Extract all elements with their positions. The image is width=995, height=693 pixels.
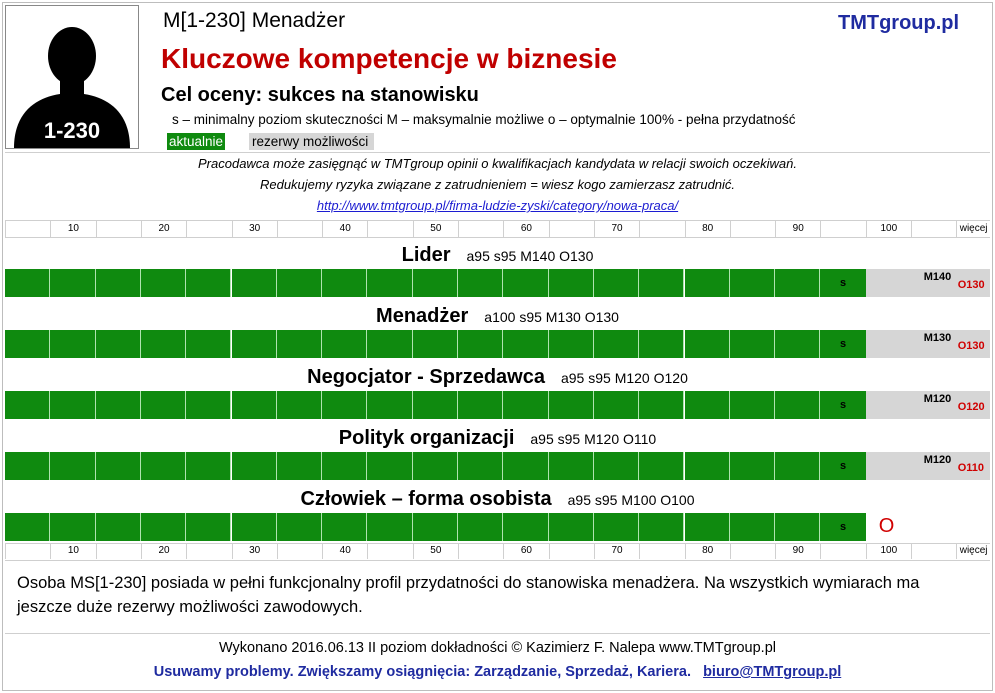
bar-segment — [367, 452, 412, 480]
bar-segment — [5, 330, 50, 358]
footer-credits: Wykonano 2016.06.13 II poziom dokładności © Kazimierz F. Nalepa www.TMTgroup.pl — [219, 640, 776, 656]
bar-segment — [503, 269, 548, 297]
min-level-marker: s — [820, 452, 865, 480]
optimal-label: O130 — [957, 340, 985, 352]
scale-top — [5, 221, 990, 237]
bar-segment — [503, 391, 548, 419]
category-title — [0, 302, 995, 330]
competency-bar — [5, 452, 990, 480]
optimal-label: O120 — [957, 401, 985, 413]
bar-segment — [685, 452, 730, 480]
bar-segment — [458, 269, 503, 297]
bar-segment — [232, 391, 277, 419]
bar-segment — [50, 452, 95, 480]
scale-tick-50: 50 — [413, 543, 458, 559]
max-label: M140 — [923, 271, 952, 283]
bar-segment — [458, 452, 503, 480]
bar-segment — [730, 452, 775, 480]
bar-segment — [5, 513, 50, 541]
bar-segment — [549, 391, 594, 419]
scale-cell — [96, 543, 141, 559]
bar-segment — [503, 513, 548, 541]
scale-more-label: więcej — [956, 543, 990, 559]
category-title — [0, 241, 995, 269]
bar-segment — [639, 513, 684, 541]
info-line-2: Redukujemy ryzyka związane z zatrudnieniem = wiesz kogo zamierzasz zatrudnić. — [259, 177, 736, 192]
bar-segment — [775, 269, 820, 297]
bar-segment — [277, 330, 322, 358]
bar-segment — [277, 391, 322, 419]
brand-name[interactable]: TMTgroup.pl — [838, 12, 960, 34]
divider — [5, 633, 990, 634]
scale-cell — [5, 221, 50, 237]
bar-segment — [141, 513, 186, 541]
scale-cell — [458, 543, 503, 559]
legend-current-tag: aktualnie — [169, 134, 224, 149]
bar-segment — [96, 452, 141, 480]
bar-segment — [730, 391, 775, 419]
footer-tagline-text: Usuwamy problemy. Zwiększamy osiągnięcia: Zarządzanie, Sprzedaż, Kariera. — [153, 664, 691, 680]
bar-segment — [367, 391, 412, 419]
min-level-marker: s — [820, 330, 865, 358]
bar-segment — [775, 452, 820, 480]
scale-cell — [639, 543, 684, 559]
bar-segment — [458, 391, 503, 419]
bar-segment — [141, 452, 186, 480]
min-level-marker: s — [820, 513, 865, 541]
scale-more-label: więcej — [956, 221, 990, 237]
category-values: a100 s95 M130 O130 — [484, 309, 619, 325]
avatar — [5, 5, 139, 149]
bar-segment — [322, 452, 367, 480]
divider — [5, 152, 990, 153]
bar-segment — [503, 452, 548, 480]
bar-segment — [5, 269, 50, 297]
category-name: Menadżer — [376, 305, 469, 327]
scale-bottom — [5, 543, 990, 559]
info-link-wrap — [40, 198, 955, 213]
bar-segment — [186, 452, 231, 480]
scale-cell — [458, 221, 503, 237]
scale-tick-40: 40 — [322, 543, 367, 559]
competency-bar — [5, 269, 990, 297]
legend-reserve-tag: rezerwy możliwości — [249, 133, 374, 150]
scale-tick-100: 100 — [866, 543, 911, 559]
optimal-marker: O — [878, 515, 895, 537]
bar-segment — [639, 452, 684, 480]
category-name: Człowiek – forma osobista — [300, 488, 552, 510]
bar-segment — [458, 330, 503, 358]
footer-email-link[interactable]: biuro@TMTgroup.pl — [703, 664, 842, 680]
summary-text: Osoba MS[1-230] posiada w pełni funkcjonalny profil przydatności do stanowiska menadżera. Na wszystkich wymiarach ma jeszcze duże rezerwy możliwości zawodowych. — [17, 574, 920, 616]
bar-segment — [413, 391, 458, 419]
scale-cell — [277, 221, 322, 237]
bar-segment — [50, 330, 95, 358]
max-label: M130 — [923, 332, 952, 344]
bar-segment — [549, 269, 594, 297]
bar-segment — [322, 391, 367, 419]
bar-segment — [730, 269, 775, 297]
scale-cell — [820, 543, 865, 559]
bar-segment — [277, 513, 322, 541]
legend-text: s – minimalny poziom skuteczności M – maksymalnie możliwe o – optymalnie 100% - pełna przydatność — [172, 112, 796, 127]
bar-segment — [594, 513, 639, 541]
scale-tick-40: 40 — [322, 221, 367, 237]
bar-segment — [277, 452, 322, 480]
bar-segment — [685, 330, 730, 358]
info-line-1: Pracodawca może zasięgnąć w TMTgroup opinii o kwalifikacjach kandydata w relacji swoich oczekiwań. — [198, 156, 797, 171]
bar-segment — [186, 269, 231, 297]
competency-bar — [5, 391, 990, 419]
category-title — [0, 363, 995, 391]
bar-segment — [50, 391, 95, 419]
bar-segment — [50, 513, 95, 541]
bar-segment — [141, 330, 186, 358]
max-label: M120 — [923, 393, 952, 405]
category-title — [0, 424, 995, 452]
profile-code: M[1-230] Menadżer — [163, 9, 346, 32]
category-values: a95 s95 M140 O130 — [466, 248, 594, 264]
scale-cell — [186, 221, 231, 237]
scale-tick-100: 100 — [866, 221, 911, 237]
bar-segment — [730, 513, 775, 541]
scale-cell — [730, 543, 775, 559]
scale-cell — [549, 543, 594, 559]
bar-segment — [232, 452, 277, 480]
bar-segment — [96, 269, 141, 297]
category-name: Negocjator - Sprzedawca — [307, 366, 545, 388]
bar-segment — [413, 269, 458, 297]
scale-cell — [911, 543, 956, 559]
bar-segment — [413, 452, 458, 480]
scale-cell — [96, 221, 141, 237]
bar-segment — [549, 513, 594, 541]
optimal-label: O130 — [957, 279, 985, 291]
competency-bar — [5, 513, 990, 541]
min-level-marker: s — [820, 391, 865, 419]
bar-segment — [50, 269, 95, 297]
scale-tick-60: 60 — [503, 543, 548, 559]
bar-segment — [639, 330, 684, 358]
avatar-label: 1-230 — [43, 118, 101, 143]
bar-segment — [639, 391, 684, 419]
bar-segment — [594, 269, 639, 297]
scale-cell — [367, 221, 412, 237]
scale-tick-60: 60 — [503, 221, 548, 237]
bar-segment — [141, 269, 186, 297]
scale-tick-20: 20 — [141, 221, 186, 237]
bar-segment — [685, 269, 730, 297]
category-name: Lider — [401, 244, 451, 266]
scale-tick-90: 90 — [775, 221, 820, 237]
bar-segment — [685, 391, 730, 419]
scale-cell — [549, 221, 594, 237]
divider — [5, 237, 990, 238]
bar-segment — [775, 330, 820, 358]
bar-segment — [367, 269, 412, 297]
scale-tick-70: 70 — [594, 221, 639, 237]
scale-cell — [730, 221, 775, 237]
bar-segment — [96, 513, 141, 541]
bar-segment — [232, 269, 277, 297]
scale-tick-90: 90 — [775, 543, 820, 559]
bar-segment — [413, 330, 458, 358]
min-level-marker: s — [820, 269, 865, 297]
scale-tick-80: 80 — [685, 543, 730, 559]
optimal-label: O110 — [957, 462, 984, 474]
category-title — [0, 485, 995, 513]
scale-cell — [367, 543, 412, 559]
bar-segment — [549, 452, 594, 480]
bar-segment — [186, 330, 231, 358]
scale-cell — [186, 543, 231, 559]
scale-cell — [639, 221, 684, 237]
bar-segment — [775, 391, 820, 419]
bar-segment — [186, 513, 231, 541]
scale-tick-10: 10 — [50, 221, 95, 237]
bar-segment — [322, 513, 367, 541]
bar-segment — [367, 330, 412, 358]
bar-segment — [141, 391, 186, 419]
scale-cell — [911, 221, 956, 237]
scale-tick-20: 20 — [141, 543, 186, 559]
bar-segment — [5, 391, 50, 419]
bar-segment — [685, 513, 730, 541]
scale-tick-30: 30 — [232, 543, 277, 559]
bar-segment — [458, 513, 503, 541]
scale-tick-70: 70 — [594, 543, 639, 559]
bar-segment — [775, 513, 820, 541]
bar-segment — [594, 452, 639, 480]
bar-segment — [5, 452, 50, 480]
category-values: a95 s95 M100 O100 — [567, 492, 695, 508]
competency-bar — [5, 330, 990, 358]
max-label: M120 — [923, 454, 952, 466]
bar-segment — [322, 269, 367, 297]
scale-cell — [820, 221, 865, 237]
bar-segment — [503, 330, 548, 358]
bar-segment — [549, 330, 594, 358]
scale-cell — [5, 543, 50, 559]
bar-segment — [232, 513, 277, 541]
footer-tagline — [0, 664, 995, 680]
divider — [5, 560, 990, 561]
scale-cell — [277, 543, 322, 559]
scale-tick-30: 30 — [232, 221, 277, 237]
bar-segment — [367, 513, 412, 541]
page-subtitle: Cel oceny: sukces na stanowisku — [161, 84, 479, 106]
bar-segment — [96, 391, 141, 419]
scale-tick-50: 50 — [413, 221, 458, 237]
bar-segment — [594, 330, 639, 358]
category-values: a95 s95 M120 O120 — [560, 370, 688, 386]
bar-segment — [322, 330, 367, 358]
bar-segment — [413, 513, 458, 541]
page-title: Kluczowe kompetencje w biznesie — [161, 43, 617, 74]
bar-segment — [186, 391, 231, 419]
info-link[interactable]: http://www.tmtgroup.pl/firma-ludzie-zyski/category/nowa-praca/ — [316, 198, 679, 213]
category-name: Polityk organizacji — [338, 427, 515, 449]
category-values: a95 s95 M120 O110 — [530, 431, 657, 447]
bar-segment — [730, 330, 775, 358]
bar-segment — [639, 269, 684, 297]
bar-segment — [96, 330, 141, 358]
bar-segment — [232, 330, 277, 358]
scale-tick-10: 10 — [50, 543, 95, 559]
scale-tick-80: 80 — [685, 221, 730, 237]
bar-segment — [277, 269, 322, 297]
bar-segment — [594, 391, 639, 419]
